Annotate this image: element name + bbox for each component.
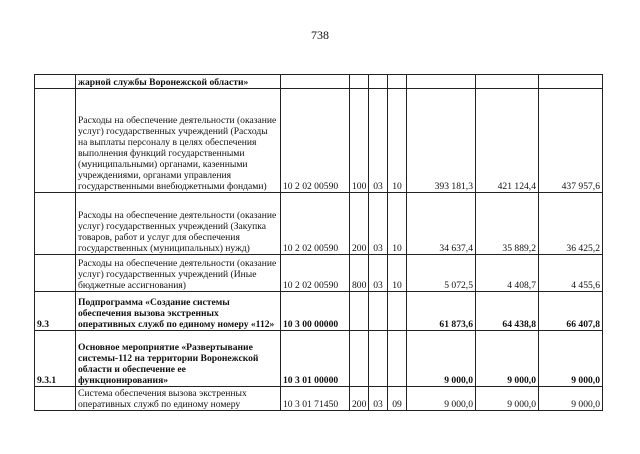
row-sum-year1: 5 072,5 bbox=[407, 255, 476, 292]
row-sum-year1: 34 637,4 bbox=[407, 193, 476, 255]
row-code: 10 3 00 00000 bbox=[281, 292, 350, 331]
row-name: Основное мероприятие «Развертывание системы-112 на территории Воронежской области и обеспечение ее функционирования» bbox=[76, 331, 281, 387]
row-subsection bbox=[388, 292, 407, 331]
table-row bbox=[35, 75, 603, 89]
table-row bbox=[35, 387, 603, 411]
table-row bbox=[35, 255, 603, 292]
row-number: 9.3.1 bbox=[35, 331, 76, 387]
row-expense-type: 200 bbox=[350, 193, 369, 255]
table-body bbox=[35, 75, 603, 411]
row-sum-year3: 66 407,8 bbox=[539, 292, 603, 331]
row-name: Подпрограмма «Создание системы обеспечения вызова экстренных оперативных служб по единому номеру «112» bbox=[76, 292, 281, 331]
row-number bbox=[35, 387, 76, 411]
row-expense-type: 800 bbox=[350, 255, 369, 292]
row-subsection: 10 bbox=[388, 255, 407, 292]
row-section: 03 bbox=[369, 89, 388, 193]
row-sum-year2: 9 000,0 bbox=[476, 387, 539, 411]
row-sum-year3: 9 000,0 bbox=[539, 387, 603, 411]
row-number bbox=[35, 193, 76, 255]
row-sum-year3: 36 425,2 bbox=[539, 193, 603, 255]
row-sum-year3: 4 455,6 bbox=[539, 255, 603, 292]
row-expense-type bbox=[350, 331, 369, 387]
row-expense-type: 200 bbox=[350, 387, 369, 411]
row-section bbox=[369, 292, 388, 331]
row-expense-type bbox=[350, 75, 369, 89]
row-section: 03 bbox=[369, 387, 388, 411]
table-row bbox=[35, 292, 603, 331]
page-number: 738 bbox=[311, 28, 329, 42]
row-sum-year1: 9 000,0 bbox=[407, 387, 476, 411]
row-name: Расходы на обеспечение деятельности (оказание услуг) государственных учреждений (Иные бюджетные ассигнования) bbox=[76, 255, 281, 292]
row-name: Расходы на обеспечение деятельности (оказание услуг) государственных учреждений (Закупка товаров, работ и услуг для обеспечения государственных (муниципальных) нужд) bbox=[76, 193, 281, 255]
row-number bbox=[35, 255, 76, 292]
row-sum-year3 bbox=[539, 75, 603, 89]
row-expense-type: 100 bbox=[350, 89, 369, 193]
budget-table bbox=[34, 74, 603, 411]
row-section bbox=[369, 75, 388, 89]
row-code: 10 2 02 00590 bbox=[281, 255, 350, 292]
row-subsection: 10 bbox=[388, 89, 407, 193]
row-section: 03 bbox=[369, 255, 388, 292]
row-name: Расходы на обеспечение деятельности (оказание услуг) государственных учреждений (Расходы на выплаты персоналу в целях обеспечения выполнения функций государственными (муниципальными) органами, казенными учреждениями, органами управления государственными внебюджетными фондами) bbox=[76, 89, 281, 193]
table-row bbox=[35, 331, 603, 387]
row-sum-year2 bbox=[476, 75, 539, 89]
row-subsection bbox=[388, 75, 407, 89]
row-expense-type bbox=[350, 292, 369, 331]
row-code: 10 3 01 00000 bbox=[281, 331, 350, 387]
row-code: 10 3 01 71450 bbox=[281, 387, 350, 411]
row-sum-year1 bbox=[407, 75, 476, 89]
row-sum-year1: 393 181,3 bbox=[407, 89, 476, 193]
row-sum-year2: 64 438,8 bbox=[476, 292, 539, 331]
row-name: жарной службы Воронежской области» bbox=[76, 75, 281, 89]
row-sum-year2: 421 124,4 bbox=[476, 89, 539, 193]
row-subsection: 09 bbox=[388, 387, 407, 411]
row-sum-year3: 9 000,0 bbox=[539, 331, 603, 387]
row-subsection bbox=[388, 331, 407, 387]
row-sum-year1: 9 000,0 bbox=[407, 331, 476, 387]
row-sum-year3: 437 957,6 bbox=[539, 89, 603, 193]
row-name: Система обеспечения вызова экстренных оперативных служб по единому номеру bbox=[76, 387, 281, 411]
row-number bbox=[35, 75, 76, 89]
row-subsection: 10 bbox=[388, 193, 407, 255]
row-code: 10 2 02 00590 bbox=[281, 89, 350, 193]
table-row bbox=[35, 89, 603, 193]
row-code: 10 2 02 00590 bbox=[281, 193, 350, 255]
row-sum-year2: 4 408,7 bbox=[476, 255, 539, 292]
row-sum-year2: 35 889,2 bbox=[476, 193, 539, 255]
row-section: 03 bbox=[369, 193, 388, 255]
row-code bbox=[281, 75, 350, 89]
row-number: 9.3 bbox=[35, 292, 76, 331]
table-row bbox=[35, 193, 603, 255]
row-section bbox=[369, 331, 388, 387]
row-sum-year2: 9 000,0 bbox=[476, 331, 539, 387]
row-number bbox=[35, 89, 76, 193]
row-sum-year1: 61 873,6 bbox=[407, 292, 476, 331]
